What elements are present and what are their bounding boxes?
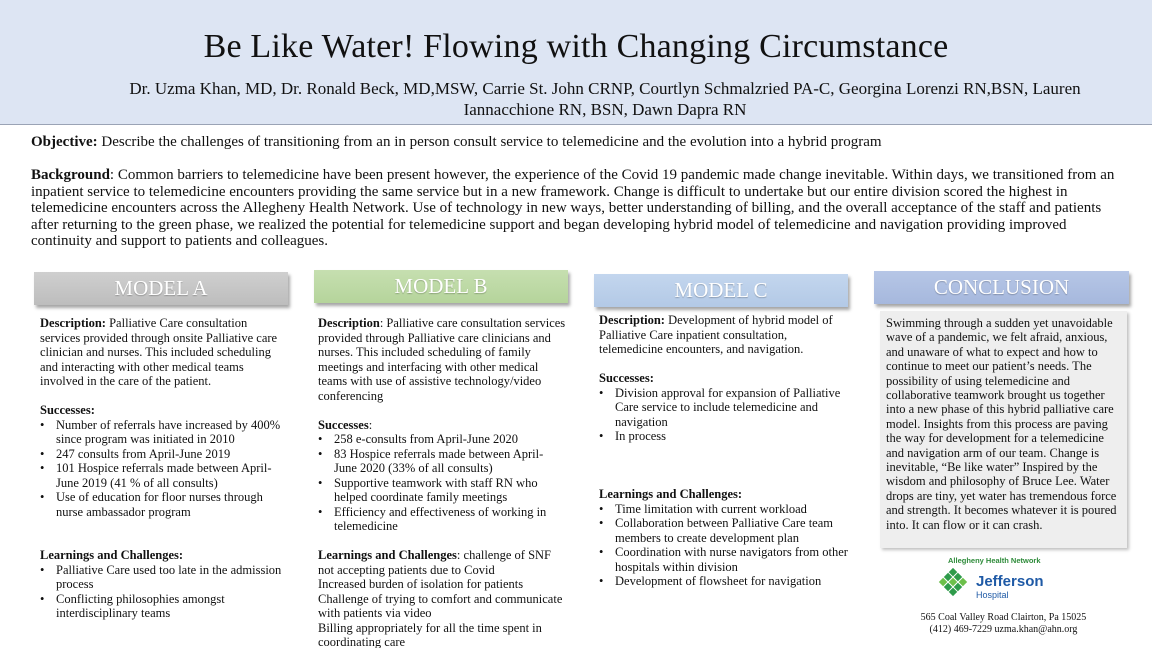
objective-section [31, 133, 1131, 151]
conclusion-box [880, 311, 1127, 548]
poster-header [0, 0, 1152, 124]
model-b-learnings-label: Learnings and Challenges [318, 548, 457, 562]
model-b-description [318, 316, 566, 403]
model-a-description-text: Palliative Care consultation services provided through onsite Palliative care clinician and nurses. This included scheduling and interacting with other medical teams involved in the care of the patient. [40, 316, 278, 388]
list-item: • 101 Hospice referrals made between April-June 2019 (41 % of all consults) [40, 461, 288, 490]
jefferson-hospital-logo [936, 556, 1076, 606]
model-b-learnings [318, 548, 566, 577]
model-a-successes-list [40, 418, 288, 520]
logo-network-text: Allegheny Health Network [948, 556, 1041, 565]
list-item: • 247 consults from April-June 2019 [40, 447, 288, 462]
list-item: • Conflicting philosophies amongst interdisciplinary teams [40, 592, 288, 621]
poster-authors: Dr. Uzma Khan, MD, Dr. Ronald Beck, MD,MSW, Carrie St. John CRNP, Courtlyn Schmalzried PA-C, Georgina Lorenzi RN,BSN, Lauren Iannacchione RN, BSN, Dawn Dapra RN [129, 79, 1081, 119]
model-b-successes-colon: : [368, 417, 373, 432]
list-item: • Coordination with nurse navigators from other hospitals within division [599, 545, 849, 574]
background-section [31, 167, 1126, 250]
model-b-successes-heading [318, 418, 566, 433]
logo-name-text: Jefferson [976, 573, 1044, 590]
jefferson-hospital-logo-icon [936, 565, 970, 599]
model-c-heading: MODEL C [594, 274, 848, 307]
poster-title: Be Like Water! Flowing with Changing Circumstance [203, 28, 949, 65]
contact-phone-email: (412) 469-7229 uzma.khan@ahn.org [929, 623, 1078, 635]
model-b-description-label: Description [318, 316, 380, 330]
background-text: : Common barriers to telemedicine have been present however, the experience of the Covid 19 pandemic made change inevitable. Within days, we transitioned from an inpatient service to telemedicine encounters providing the same service but in a new framework. Change is difficult to undertake but our entire division scored the highest in telemedicine encounters across the Allegheny Health Network. Use of technology in new ways, better understanding of billing, and the overall acceptance of the staff and patients after returning to the green phase, we realized the potential for telemedicine support and began developing hybrid model of telemedicine and navigation providing improved continuity and support to patients and colleagues. [31, 167, 1115, 249]
header-divider [0, 124, 1152, 125]
list-item: • 258 e-consults from April-June 2020 [318, 432, 566, 447]
model-c-description [599, 313, 849, 357]
model-a-learnings-label: Learnings and Challenges: [40, 548, 184, 562]
list-item: • Palliative Care used too late in the admission process [40, 563, 288, 592]
list-item: • Efficiency and effectiveness of working in telemedicine [318, 505, 566, 534]
conclusion-heading: CONCLUSION [874, 271, 1129, 304]
model-b-learning-line: Challenge of trying to comfort and communicate with patients via video [318, 591, 563, 620]
background-label: Background [31, 167, 110, 183]
list-item: • In process [599, 429, 849, 444]
model-c-learnings-label: Learnings and Challenges: [599, 487, 743, 501]
model-b-learning-line: Increased burden of isolation for patients [318, 577, 524, 591]
model-a-column [40, 316, 288, 621]
list-item: • Development of flowsheet for navigation [599, 574, 849, 589]
list-item: • Collaboration between Palliative Care team members to create development plan [599, 516, 849, 545]
model-c-description-text: Development of hybrid model of Palliative Care inpatient consultation, telemedicine encounters, and navigation. [599, 313, 833, 356]
model-c-column [599, 313, 849, 589]
model-b-successes-label: Successes [318, 417, 369, 432]
objective-text: Describe the challenges of transitioning from an in person consult service to telemedicine and the evolution into a hybrid program [97, 134, 882, 150]
list-item: • Time limitation with current workload [599, 502, 849, 517]
model-a-successes-label: Successes: [40, 403, 95, 417]
list-item: • Number of referrals have increased by 400% since program was initiated in 2010 [40, 418, 288, 447]
model-c-description-label: Description: [599, 313, 665, 327]
contact-address: 565 Coal Valley Road Clairton, Pa 15025 [920, 612, 1087, 623]
model-b-heading: MODEL B [314, 270, 568, 303]
model-c-successes-list [599, 386, 849, 444]
model-c-learnings-list [599, 502, 849, 589]
model-a-description-label: Description: [40, 316, 106, 330]
contact-info [880, 612, 1127, 635]
model-b-learnings-text: : challenge of SNF not accepting patients due to Covid [318, 548, 552, 577]
logo-sub-text: Hospital [976, 590, 1009, 600]
objective-label: Objective: [31, 134, 98, 150]
model-b-successes-list [318, 432, 566, 534]
model-c-successes-label: Successes: [599, 371, 654, 385]
list-item: • Division approval for expansion of Palliative Care service to include telemedicine and navigation [599, 386, 849, 430]
model-a-heading: MODEL A [34, 272, 288, 305]
model-b-description-text: : Palliative care consultation services provided through Palliative care clinicians and nurses. This included scheduling of family meetings and interfacing with other medical teams with use of assistive technology/video conferencing [318, 316, 566, 403]
list-item: • Use of education for floor nurses through nurse ambassador program [40, 490, 288, 519]
model-a-learnings-list [40, 563, 288, 621]
list-item: • 83 Hospice referrals made between April-June 2020 (33% of all consults) [318, 447, 566, 476]
conclusion-text: Swimming through a sudden yet unavoidable wave of a pandemic, we felt afraid, anxious, and unaware of what to expect and how to continue to meet our patient’s needs. The possibility of using telemedicine and collaborative teamwork brought us together into a new phase of this hybrid palliative care model. Insights from this process are paving the way for development for a telemedicine and navigation arm of our team. Change is inevitable, “Be like water” Inspired by the wisdom and philosophy of Bruce Lee. Water drops are tiny, yet water has tremendous force and strength. It becomes whatever it is poured into. It can flow or it can crash. [886, 316, 1117, 532]
model-b-learning-line: Billing appropriately for all the time spent in coordinating care [318, 620, 542, 648]
list-item: • Supportive teamwork with staff RN who helped coordinate family meetings [318, 476, 566, 505]
model-b-column [318, 316, 566, 648]
model-a-description [40, 316, 288, 389]
